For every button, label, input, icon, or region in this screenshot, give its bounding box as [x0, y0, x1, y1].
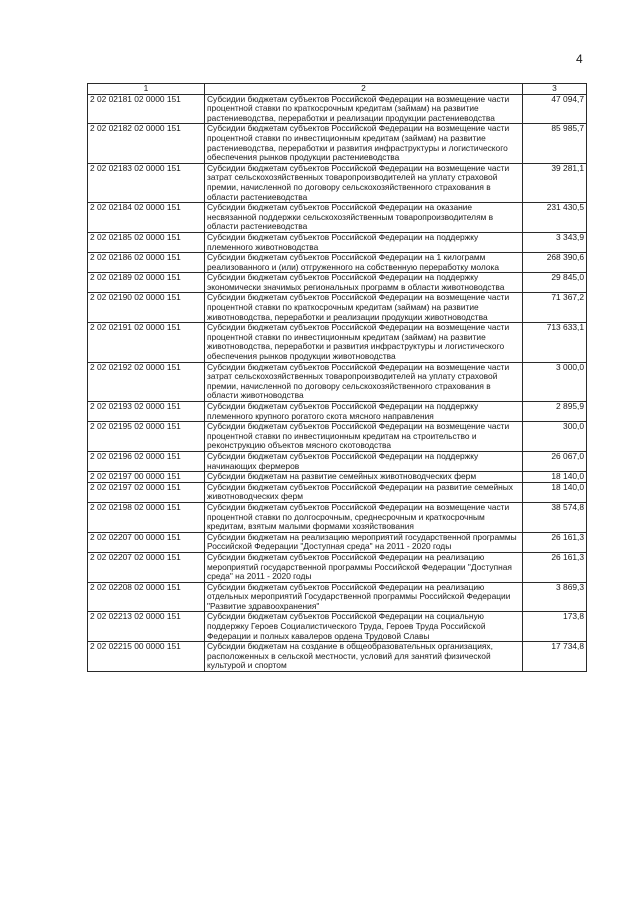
- table-row: [88, 451, 587, 471]
- amount-cell: 3 000,0: [523, 362, 587, 401]
- code-cell: 2 02 02182 02 0000 151: [88, 124, 205, 163]
- description-cell: Субсидии бюджетам субъектов Российской Федерации на возмещение части процентной ставки по краткосрочным кредитам (займам) на развитие животноводства, переработки и реализации продукции животноводства: [205, 293, 523, 323]
- table-row: [88, 472, 587, 483]
- code-cell: 2 02 02197 00 0000 151: [88, 472, 205, 483]
- description-cell: Субсидии бюджетам субъектов Российской Федерации на реализацию отдельных мероприятий Государственной программы Российской Федерации "Развитие здравоохранения": [205, 582, 523, 612]
- column-header-2: 2: [205, 84, 523, 95]
- page-number: 4: [576, 52, 583, 66]
- table-row: [88, 582, 587, 612]
- amount-cell: 29 845,0: [523, 273, 587, 293]
- amount-cell: 713 633,1: [523, 323, 587, 362]
- code-cell: 2 02 02195 02 0000 151: [88, 422, 205, 452]
- code-cell: 2 02 02208 02 0000 151: [88, 582, 205, 612]
- table-row: [88, 552, 587, 582]
- table-row: [88, 642, 587, 672]
- amount-cell: 18 140,0: [523, 472, 587, 483]
- code-cell: 2 02 02213 02 0000 151: [88, 612, 205, 642]
- table-row: [88, 253, 587, 273]
- description-cell: Субсидии бюджетам субъектов Российской Федерации на поддержку племенного крупного рогатого скота мясного направления: [205, 402, 523, 422]
- table-row: [88, 203, 587, 233]
- table-row: [88, 124, 587, 163]
- table-row: [88, 422, 587, 452]
- amount-cell: 17 734,8: [523, 642, 587, 672]
- table-row: [88, 532, 587, 552]
- table-row: [88, 362, 587, 401]
- amount-cell: 2 895,9: [523, 402, 587, 422]
- code-cell: 2 02 02193 02 0000 151: [88, 402, 205, 422]
- amount-cell: 39 281,1: [523, 163, 587, 202]
- description-cell: Субсидии бюджетам на создание в общеобразовательных организациях, расположенных в сельской местности, условий для занятий физической культурой и спортом: [205, 642, 523, 672]
- table-row: [88, 612, 587, 642]
- code-cell: 2 02 02184 02 0000 151: [88, 203, 205, 233]
- amount-cell: 18 140,0: [523, 482, 587, 502]
- description-cell: Субсидии бюджетам субъектов Российской Федерации на социальную поддержку Героев Социалистического Труда, Героев Труда Российской Федерации и полных кавалеров ордена Трудовой Славы: [205, 612, 523, 642]
- amount-cell: 173,8: [523, 612, 587, 642]
- table-header-row: [88, 84, 587, 95]
- description-cell: Субсидии бюджетам на развитие семейных животноводческих ферм: [205, 472, 523, 483]
- table-row: [88, 163, 587, 202]
- table-row: [88, 232, 587, 252]
- amount-cell: 26 161,3: [523, 532, 587, 552]
- table-row: [88, 502, 587, 532]
- table-row: [88, 94, 587, 124]
- code-cell: 2 02 02181 02 0000 151: [88, 94, 205, 124]
- description-cell: Субсидии бюджетам субъектов Российской Федерации на поддержку племенного животноводства: [205, 232, 523, 252]
- code-cell: 2 02 02192 02 0000 151: [88, 362, 205, 401]
- column-header-1: 1: [88, 84, 205, 95]
- code-cell: 2 02 02183 02 0000 151: [88, 163, 205, 202]
- code-cell: 2 02 02189 02 0000 151: [88, 273, 205, 293]
- description-cell: Субсидии бюджетам субъектов Российской Федерации на возмещение части процентной ставки по долгосрочным, среднесрочным и краткосрочным кредитам, взятым малыми формами хозяйствования: [205, 502, 523, 532]
- table-row: [88, 482, 587, 502]
- code-cell: 2 02 02207 02 0000 151: [88, 552, 205, 582]
- amount-cell: 300,0: [523, 422, 587, 452]
- table-row: [88, 402, 587, 422]
- code-cell: 2 02 02190 02 0000 151: [88, 293, 205, 323]
- description-cell: Субсидии бюджетам субъектов Российской Федерации на оказание несвязанной поддержки сельскохозяйственным товаропроизводителям в области растениеводства: [205, 203, 523, 233]
- description-cell: Субсидии бюджетам субъектов Российской Федерации на возмещение части процентной ставки по инвестиционным кредитам на строительство и реконструкцию объектов мясного скотоводства: [205, 422, 523, 452]
- code-cell: 2 02 02196 02 0000 151: [88, 451, 205, 471]
- description-cell: Субсидии бюджетам субъектов Российской Федерации на 1 килограмм реализованного и (или) отгруженного на собственную переработку молока: [205, 253, 523, 273]
- table-row: [88, 293, 587, 323]
- code-cell: 2 02 02198 02 0000 151: [88, 502, 205, 532]
- amount-cell: 85 985,7: [523, 124, 587, 163]
- amount-cell: 268 390,6: [523, 253, 587, 273]
- description-cell: Субсидии бюджетам субъектов Российской Федерации на возмещение части процентной ставки по краткосрочным кредитам (займам) на развитие растениеводства, переработки и реализации продукции растениеводства: [205, 94, 523, 124]
- description-cell: Субсидии бюджетам субъектов Российской Федерации на возмещение части затрат сельскохозяйственных товаропроизводителей на уплату страховой премии, начисленной по договору сельскохозяйственного страхования в области растениеводства: [205, 163, 523, 202]
- budget-table: [87, 83, 587, 672]
- table-row: [88, 323, 587, 362]
- amount-cell: 71 367,2: [523, 293, 587, 323]
- description-cell: Субсидии бюджетам субъектов Российской Федерации на поддержку начинающих фермеров: [205, 451, 523, 471]
- description-cell: Субсидии бюджетам субъектов Российской Федерации на возмещение части процентной ставки по инвестиционным кредитам (займам) на развитие растениеводства, переработки и развития инфраструктуры и логистического обеспечения рынков продукции растениеводства: [205, 124, 523, 163]
- amount-cell: 38 574,8: [523, 502, 587, 532]
- description-cell: Субсидии бюджетам на реализацию мероприятий государственной программы Российской Федерации "Доступная среда" на 2011 - 2020 годы: [205, 532, 523, 552]
- description-cell: Субсидии бюджетам субъектов Российской Федерации на реализацию мероприятий государственной программы Российской Федерации "Доступная среда" на 2011 - 2020 годы: [205, 552, 523, 582]
- code-cell: 2 02 02215 00 0000 151: [88, 642, 205, 672]
- code-cell: 2 02 02197 02 0000 151: [88, 482, 205, 502]
- amount-cell: 26 161,3: [523, 552, 587, 582]
- amount-cell: 47 094,7: [523, 94, 587, 124]
- amount-cell: 3 343,9: [523, 232, 587, 252]
- amount-cell: 231 430,5: [523, 203, 587, 233]
- code-cell: 2 02 02186 02 0000 151: [88, 253, 205, 273]
- table-row: [88, 273, 587, 293]
- description-cell: Субсидии бюджетам субъектов Российской Федерации на возмещение части процентной ставки по инвестиционным кредитам (займам) на развитие животноводства, переработки и развития инфраструктуры и логистического обеспечения рынков продукции животноводства: [205, 323, 523, 362]
- column-header-3: 3: [523, 84, 587, 95]
- description-cell: Субсидии бюджетам субъектов Российской Федерации на поддержку экономически значимых региональных программ в области животноводства: [205, 273, 523, 293]
- code-cell: 2 02 02207 00 0000 151: [88, 532, 205, 552]
- amount-cell: 26 067,0: [523, 451, 587, 471]
- description-cell: Субсидии бюджетам субъектов Российской Федерации на возмещение части затрат сельскохозяйственных товаропроизводителей на уплату страховой премии, начисленной по договору сельскохозяйственного страхования в области животноводства: [205, 362, 523, 401]
- code-cell: 2 02 02191 02 0000 151: [88, 323, 205, 362]
- code-cell: 2 02 02185 02 0000 151: [88, 232, 205, 252]
- amount-cell: 3 869,3: [523, 582, 587, 612]
- description-cell: Субсидии бюджетам субъектов Российской Федерации на развитие семейных животноводческих ферм: [205, 482, 523, 502]
